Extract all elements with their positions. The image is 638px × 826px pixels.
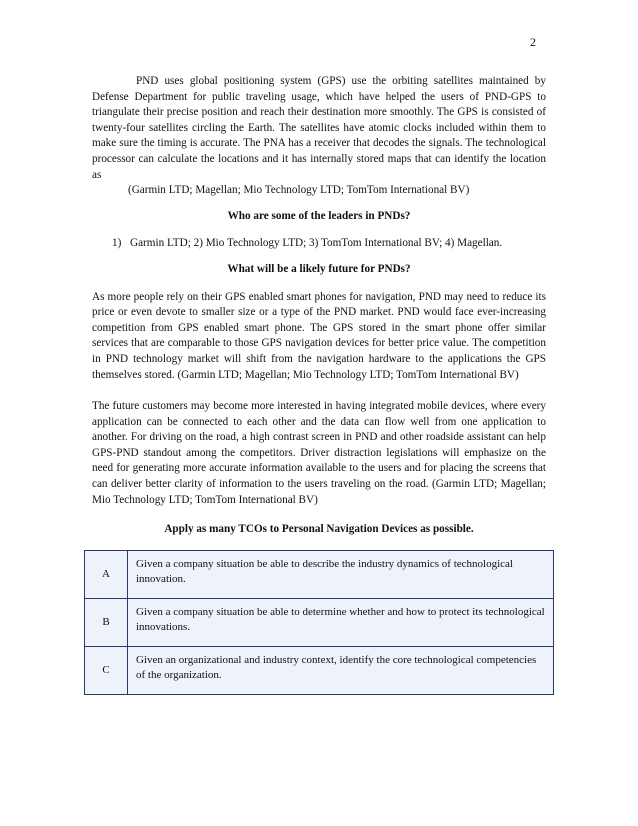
leaders-list xyxy=(92,236,546,252)
list-item xyxy=(92,236,546,252)
tco-letter: B xyxy=(85,598,128,646)
tco-description: Given an organizational and industry context, identify the core technological competencies of the organization. xyxy=(128,646,554,694)
table-row xyxy=(85,646,554,694)
heading-future: What will be a likely future for PNDs? xyxy=(227,262,411,275)
table-row xyxy=(85,550,554,598)
tco-description: Given a company situation be able to determine whether and how to protect its technological innovations. xyxy=(128,598,554,646)
heading-tco: Apply as many TCOs to Personal Navigation Devices as possible. xyxy=(164,523,474,536)
list-item-text: Garmin LTD; 2) Mio Technology LTD; 3) TomTom International BV; 4) Magellan. xyxy=(130,237,503,250)
page-number: 2 xyxy=(530,35,536,49)
document-body xyxy=(92,74,546,695)
tco-letter: C xyxy=(85,646,128,694)
paragraph-future-2: The future customers may become more interested in having integrated mobile devices, where every application can be connected to each other and the data can flow well from one application to another. For driving on the road, a high contrast screen in PND and other roadside assistant can help GPS-PND standout among the competitors. Driver distraction legislations will emphasize on the need for generating more accurate information available to the users and for placing the screens that can deliver better clarity of information to the users traveling on the road. (Garmin LTD; Magellan; Mio Technology LTD; TomTom International BV) xyxy=(92,400,546,506)
table-row xyxy=(85,598,554,646)
heading-leaders: Who are some of the leaders in PNDs? xyxy=(227,209,411,222)
list-item-number: 1) xyxy=(112,237,122,250)
tco-letter: A xyxy=(85,550,128,598)
paragraph-intro: PND uses global positioning system (GPS) use the orbiting satellites maintained by Defense Department for public traveling usage, which have helped the users of PND-GPS to triangulate their precise position and reach their destination more smoothly. The GPS is consisted of twenty-four satellites circling the Earth. The satellites have atomic clocks included within them to make sure the timing is accurate. The PNA has a receiver that decodes the signals. The technological processor can calculate the locations and it has internally stored maps that can identify the location as xyxy=(92,75,546,181)
citation-intro: (Garmin LTD; Magellan; Mio Technology LTD; TomTom International BV) xyxy=(128,184,470,197)
paragraph-future-1: As more people rely on their GPS enabled smart phones for navigation, PND may need to reduce its price or even devote to smaller size or a type of the PND market. PND would face ever-increasing competition from GPS enabled smart phone. The GPS stored in the smart phone offer similar services that are comparable to those GPS navigation devices for better price value. The competition in PND technology market will shift from the navigation hardware to the applications the GPS themselves stored. (Garmin LTD; Magellan; Mio Technology LTD; TomTom International BV) xyxy=(92,290,546,381)
tco-table xyxy=(84,550,554,695)
tco-description: Given a company situation be able to describe the industry dynamics of technological innovation. xyxy=(128,550,554,598)
